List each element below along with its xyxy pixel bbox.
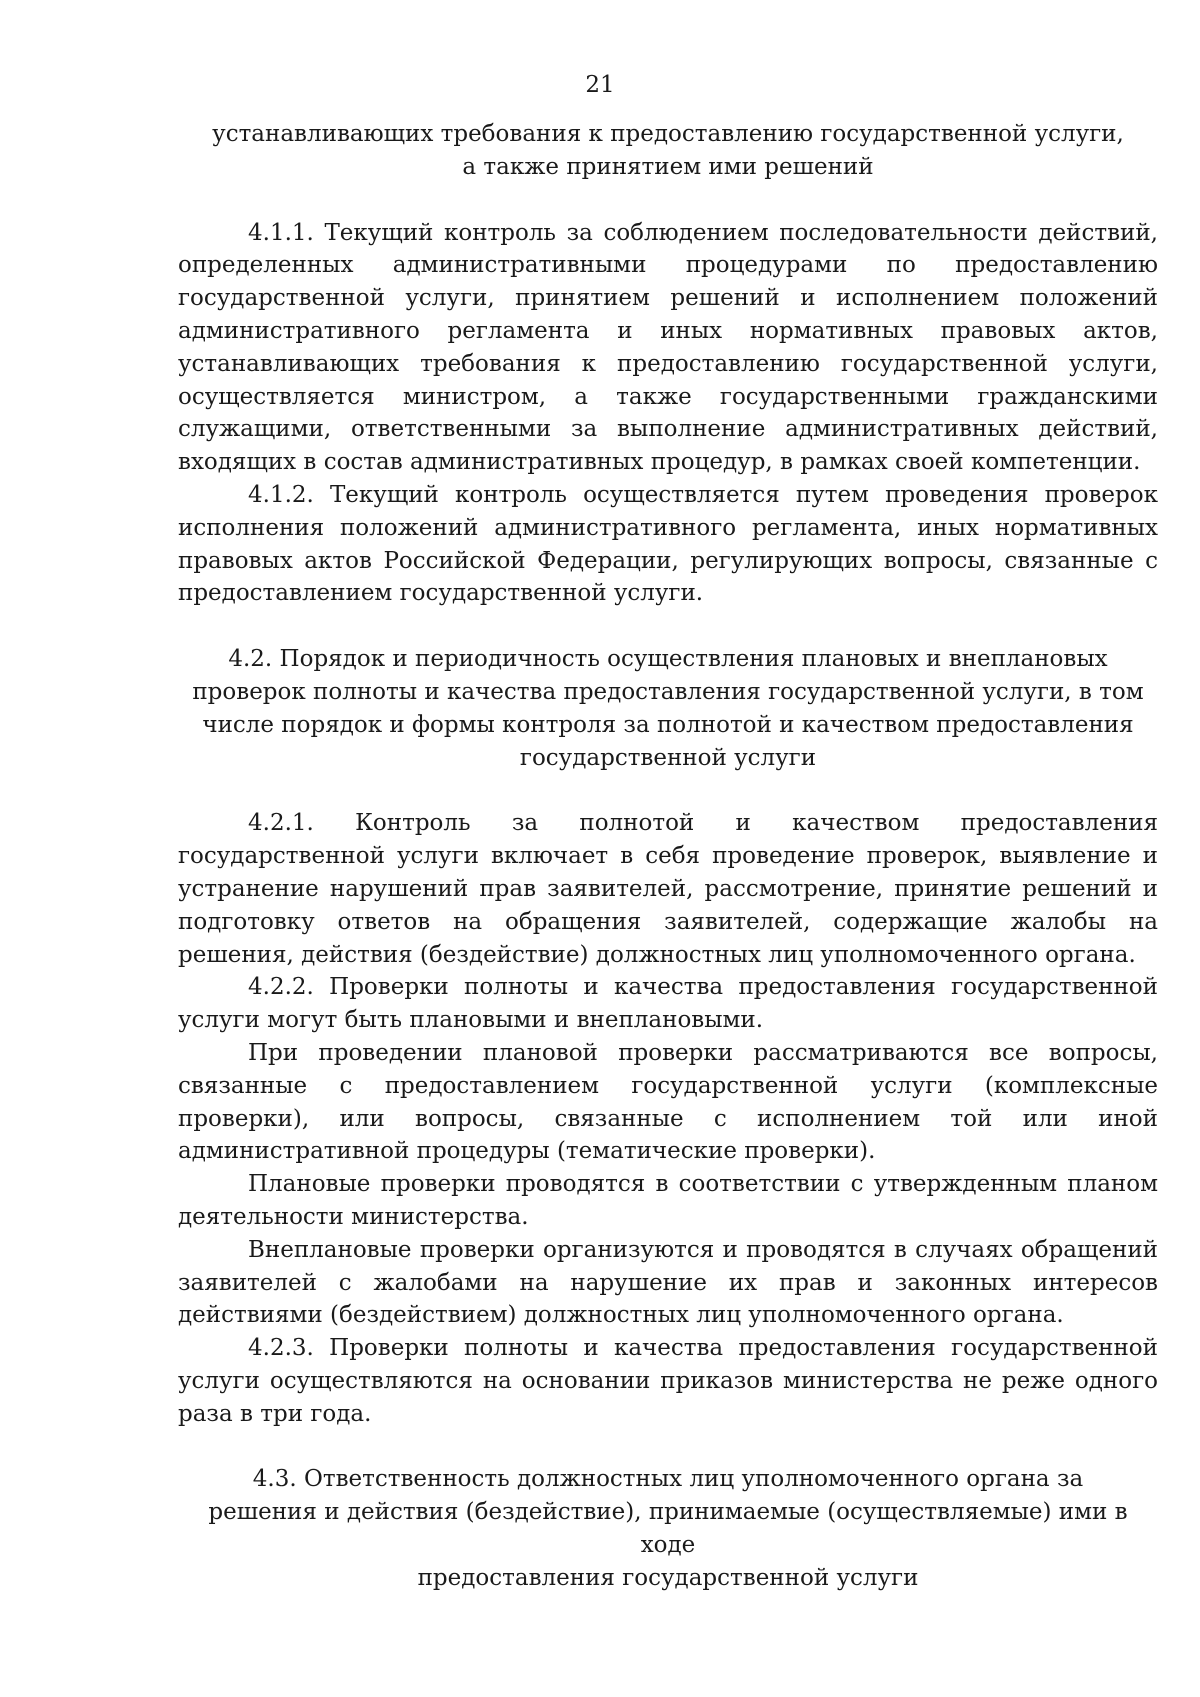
paragraph-planned-checks-schedule: Плановые проверки проводятся в соответствии с утвержденным планом деятельности министерства. <box>178 1171 1158 1230</box>
heading-line: проверок полноты и качества предоставления государственной услуги, в том <box>192 678 1144 705</box>
heading-line: устанавливающих требования к предоставлению государственной услуги, <box>212 121 1124 147</box>
heading-line: государственной услуги <box>519 744 817 771</box>
paragraph-unplanned-checks: Внеплановые проверки организуются и проводятся в случаях обращений заявителей с жалобами на нарушение их прав и законных интересов действиями (бездействием) должностных лиц уполномоченного органа. <box>178 1236 1158 1329</box>
paragraph-4-1-2: 4.1.2. Текущий контроль осуществляется путем проведения проверок исполнения положений административного регламента, иных нормативных правовых актов Российской Федерации, регулирующих вопросы, связанные с предоставлением государственной услуги. <box>178 481 1158 607</box>
heading-line: а также принятием ими решений <box>462 153 874 180</box>
spacer <box>178 610 1158 643</box>
heading-line: 4.3. Ответственность должностных лиц уполномоченного органа за <box>252 1466 1084 1493</box>
spacer <box>178 1430 1158 1463</box>
heading-line: 4.2. Порядок и периодичность осуществления плановых и внеплановых <box>228 646 1108 673</box>
paragraph-4-2-1: 4.2.1. Контроль за полнотой и качеством предоставления государственной услуги включает в себя проведение проверок, выявление и устранение нарушений прав заявителей, рассмотрение, принятие решений и подготовку ответов на обращения заявителей, содержащие жалобы на решения, действия (бездействие) должностных лиц уполномоченного органа. <box>178 810 1158 968</box>
section-heading-continuation <box>178 118 1158 184</box>
heading-line: числе порядок и формы контроля за полнотой и качеством предоставления <box>202 711 1134 738</box>
spacer <box>178 184 1158 217</box>
paragraph-4-2-2: 4.2.2. Проверки полноты и качества предоставления государственной услуги могут быть плановыми и внеплановыми. <box>178 974 1158 1034</box>
section-heading-4-3 <box>178 1463 1158 1594</box>
spacer <box>178 774 1158 807</box>
paragraph-4-2-3: 4.2.3. Проверки полноты и качества предоставления государственной услуги осуществляются на основании приказов министерства не реже одного раза в три года. <box>178 1335 1158 1427</box>
section-heading-4-2 <box>178 643 1158 774</box>
heading-line: предоставления государственной услуги <box>417 1564 919 1591</box>
heading-line: решения и действия (бездействие), принимаемые (осуществляемые) ими в ходе <box>208 1499 1128 1559</box>
document-body <box>178 118 1158 1595</box>
paragraph-planned-checks-scope: При проведении плановой проверки рассматриваются все вопросы, связанные с предоставлением государственной услуги (комплексные проверки), или вопросы, связанные с исполнением той или иной административной процедуры (тематические проверки). <box>178 1039 1158 1165</box>
paragraph-4-1-1: 4.1.1. Текущий контроль за соблюдением последовательности действий, определенных административными процедурами по предоставлению государственной услуги, принятием решений и исполнением положений административного регламента и иных нормативных правовых актов, устанавливающих требования к предоставлению государственной услуги, осуществляется министром, а также государственными гражданскими служащими, ответственными за выполнение административных действий, входящих в состав административных процедур, в рамках своей компетенции. <box>178 219 1158 476</box>
page-number: 21 <box>585 72 615 98</box>
